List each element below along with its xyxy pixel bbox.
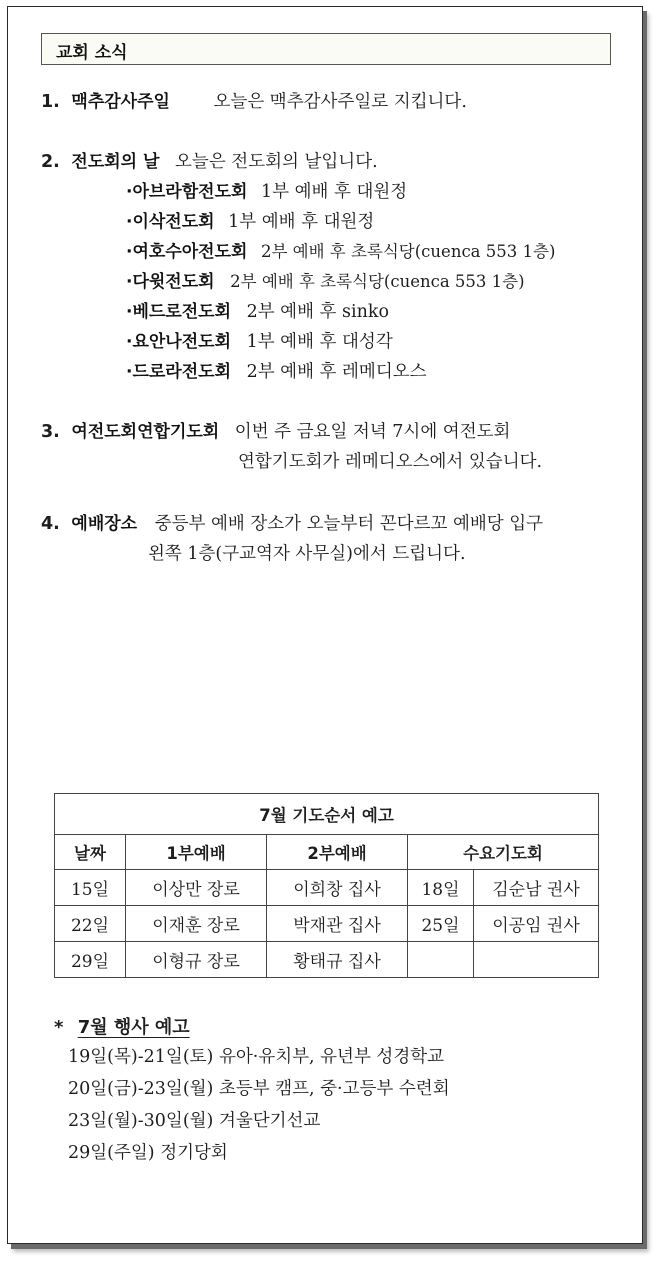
group-name: ·드로라전도회 xyxy=(126,362,231,382)
events-title: 7월 행사 예고 xyxy=(77,1017,190,1038)
column-header: 수요기도회 xyxy=(408,835,599,870)
mission-group-item xyxy=(126,211,374,233)
group-name: ·여호수아전도회 xyxy=(126,242,248,262)
group-detail: 2부 예배 후 초록식당(cuenca 553 1층) xyxy=(261,242,556,261)
notice-item-4 xyxy=(41,513,543,535)
item-number: 4. xyxy=(41,514,60,534)
table-cell: 이상만 장로 xyxy=(126,870,267,906)
table-cell xyxy=(408,942,474,978)
group-detail: 2부 예배 후 sinko xyxy=(246,302,390,322)
table-cell: 황태규 집사 xyxy=(267,942,408,978)
table-cell: 이형규 장로 xyxy=(126,942,267,978)
column-header: 2부예배 xyxy=(267,835,408,870)
table-cell: 이희창 집사 xyxy=(267,870,408,906)
table-cell: 박재관 집사 xyxy=(267,906,408,942)
item-number: 2. xyxy=(41,152,60,172)
table-row xyxy=(55,906,599,942)
item-text: 중등부 예배 장소가 오늘부터 꼰다르꼬 예배당 입구 xyxy=(154,514,544,534)
mission-group-item xyxy=(126,181,407,203)
event-line: 29일(주일) 정기당회 xyxy=(68,1143,228,1163)
mission-group-item xyxy=(126,301,389,323)
column-header: 1부예배 xyxy=(126,835,267,870)
item-text: 오늘은 전도회의 날입니다. xyxy=(175,152,378,172)
table-cell: 이재훈 장로 xyxy=(126,906,267,942)
group-name: ·다윗전도회 xyxy=(126,272,215,292)
mission-group-item xyxy=(126,361,427,383)
star-bullet: * xyxy=(54,1017,64,1038)
item-heading: 여전도회연합기도회 xyxy=(71,422,220,442)
notice-item-3 xyxy=(41,421,510,443)
table-cell: 이공임 권사 xyxy=(474,906,599,942)
table-cell: 29일 xyxy=(55,942,126,978)
item-heading: 예배장소 xyxy=(71,514,138,534)
item-number: 1. xyxy=(41,92,60,112)
group-name: ·아브라함전도회 xyxy=(126,182,248,202)
item-heading: 전도회의 날 xyxy=(71,152,160,172)
item-text: 오늘은 맥추감사주일로 지킵니다. xyxy=(213,92,467,112)
event-line: 23일(월)-30일(월) 겨울단기선교 xyxy=(68,1111,321,1131)
group-detail: 1부 예배 후 대원정 xyxy=(228,212,375,232)
table-cell xyxy=(474,942,599,978)
group-name: ·이삭전도회 xyxy=(126,212,215,232)
mission-group-item xyxy=(126,331,393,353)
table-cell: 15일 xyxy=(55,870,126,906)
table-title: 7월 기도순서 예고 xyxy=(55,794,599,835)
section-header xyxy=(41,33,611,65)
events-heading xyxy=(54,1013,190,1039)
group-detail: 1부 예배 후 대성각 xyxy=(246,332,393,352)
table-row xyxy=(55,942,599,978)
notice-item-1 xyxy=(41,91,467,113)
event-line: 20일(금)-23일(월) 초등부 캠프, 중·고등부 수련회 xyxy=(68,1079,450,1099)
table-cell: 김순남 권사 xyxy=(474,870,599,906)
item-number: 3. xyxy=(41,422,60,442)
mission-group-item xyxy=(126,241,555,263)
section-title: 교회 소식 xyxy=(56,43,128,63)
group-name: ·요안나전도회 xyxy=(126,332,231,352)
table-row xyxy=(55,870,599,906)
bulletin-page xyxy=(7,6,643,1244)
item-text: 이번 주 금요일 저녁 7시에 여전도회 xyxy=(234,422,511,442)
group-detail: 2부 예배 후 초록식당(cuenca 553 1층) xyxy=(230,272,525,291)
prayer-schedule-table xyxy=(54,793,599,978)
item-text-continued: 연합기도회가 레메디오스에서 있습니다. xyxy=(238,452,543,472)
table-cell: 25일 xyxy=(408,906,474,942)
group-detail: 1부 예배 후 대원정 xyxy=(261,182,408,202)
mission-group-item xyxy=(126,271,525,293)
group-name: ·베드로전도회 xyxy=(126,302,231,322)
table-cell: 18일 xyxy=(408,870,474,906)
notice-item-2 xyxy=(41,151,378,173)
event-line: 19일(목)-21일(토) 유아·유치부, 유년부 성경학교 xyxy=(68,1047,445,1067)
item-heading: 맥추감사주일 xyxy=(71,92,170,112)
column-header: 날짜 xyxy=(55,835,126,870)
item-text-continued: 왼쪽 1층(구교역자 사무실)에서 드립니다. xyxy=(148,544,466,564)
table-cell: 22일 xyxy=(55,906,126,942)
group-detail: 2부 예배 후 레메디오스 xyxy=(246,362,427,382)
